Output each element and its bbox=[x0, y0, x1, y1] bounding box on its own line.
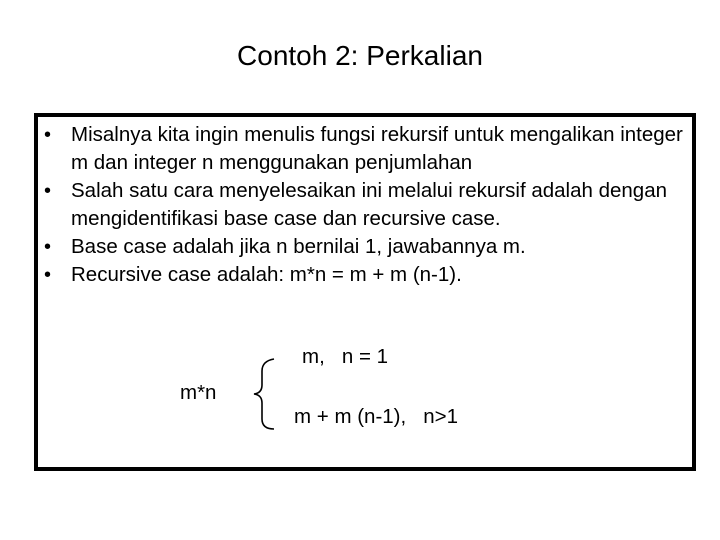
bullet-item bbox=[38, 177, 692, 233]
bullet-dot: • bbox=[44, 236, 52, 258]
bullet-text: Salah satu cara menyelesaikan ini melalui rekursif adalah dengan mengidentifikasi base case dan recursive case. bbox=[71, 179, 667, 230]
formula-lhs: m*n bbox=[180, 381, 217, 404]
slide-title: Contoh 2: Perkalian bbox=[237, 40, 483, 71]
bullet-item bbox=[38, 121, 692, 177]
bullet-text: Misalnya kita ingin menulis fungsi rekursif untuk mengalikan integer m dan integer n menggunakan penjumlahan bbox=[71, 123, 683, 174]
bullet-list bbox=[38, 121, 692, 289]
bullet-dot: • bbox=[44, 180, 52, 202]
bullet-dot: • bbox=[44, 264, 52, 286]
formula-case-base: m, n = 1 bbox=[302, 345, 389, 368]
bullet-dot: • bbox=[44, 124, 52, 146]
bullet-item bbox=[38, 261, 692, 289]
curly-brace-icon bbox=[246, 357, 286, 431]
formula-case-recursive: m + m (n-1), n>1 bbox=[294, 405, 459, 428]
bullet-item bbox=[38, 233, 692, 261]
content-box bbox=[34, 113, 696, 471]
bullet-text: Recursive case adalah: m*n = m + m (n-1). bbox=[71, 263, 462, 286]
bullet-text: Base case adalah jika n bernilai 1, jawabannya m. bbox=[71, 235, 526, 258]
